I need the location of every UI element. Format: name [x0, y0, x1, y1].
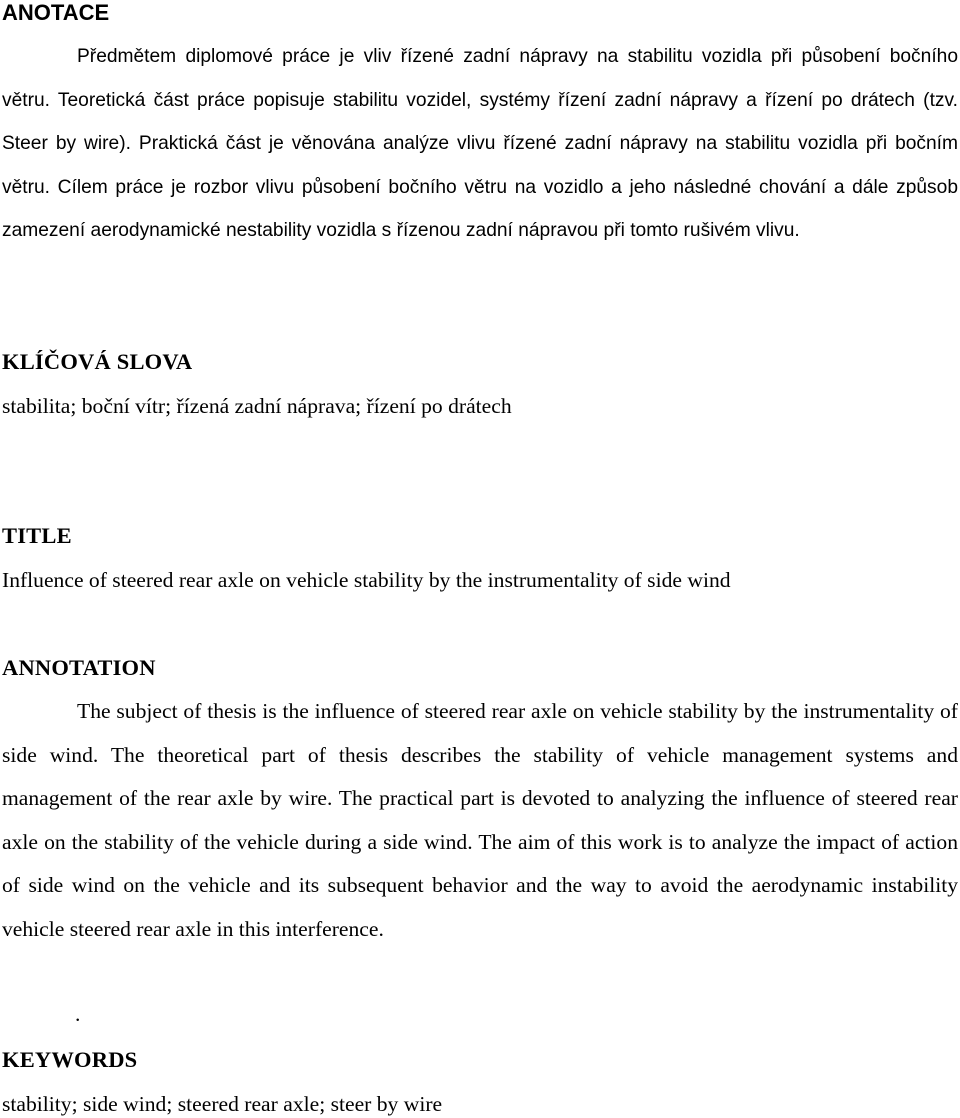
annotation-cz-heading: ANOTACE [2, 0, 110, 25]
title-en-text: Influence of steered rear axle on vehicle stability by the instrumentality of side wind [2, 568, 731, 592]
annotation-en-trailing-mark: . [75, 1002, 81, 1026]
annotation-en-heading: ANNOTATION [2, 655, 156, 680]
keywords-en-text: stability; side wind; steered rear axle; steer by wire [2, 1092, 443, 1116]
keywords-en-heading: KEYWORDS [2, 1047, 138, 1072]
keywords-cz-text: stabilita; boční vítr; řízená zadní náprava; řízení po drátech [2, 394, 512, 418]
title-en-heading: TITLE [2, 523, 72, 548]
keywords-cz-heading: KLÍČOVÁ SLOVA [2, 349, 193, 374]
annotation-en-paragraph: The subject of thesis is the influence of steered rear axle on vehicle stability by the instrumentality of side wind. The theoretical part of thesis describes the stability of vehicle management systems and management of the rear axle by wire. The practical part is devoted to analyzing the influence of steered rear axle on the stability of the vehicle during a side wind. The aim of this work is to analyze the impact of action of side wind on the vehicle and its subsequent behavior and the way to avoid the aerodynamic instability vehicle steered rear axle in this interference. [2, 699, 958, 941]
annotation-cz-paragraph: Předmětem diplomové práce je vliv řízené zadní nápravy na stabilitu vozidla při působení bočního větru. Teoretická část práce popisuje stabilitu vozidel, systémy řízení zadní nápravy a řízení po drátech (tzv. Steer by wire). Praktická část je věnována analýze vlivu řízené zadní nápravy na stabilitu vozidla při bočním větru. Cílem práce je rozbor vlivu působení bočního větru na vozidlo a jeho následné chování a dále způsob zamezení aerodynamické nestability vozidla s řízenou zadní nápravou při tomto rušivém vlivu. [2, 46, 958, 241]
